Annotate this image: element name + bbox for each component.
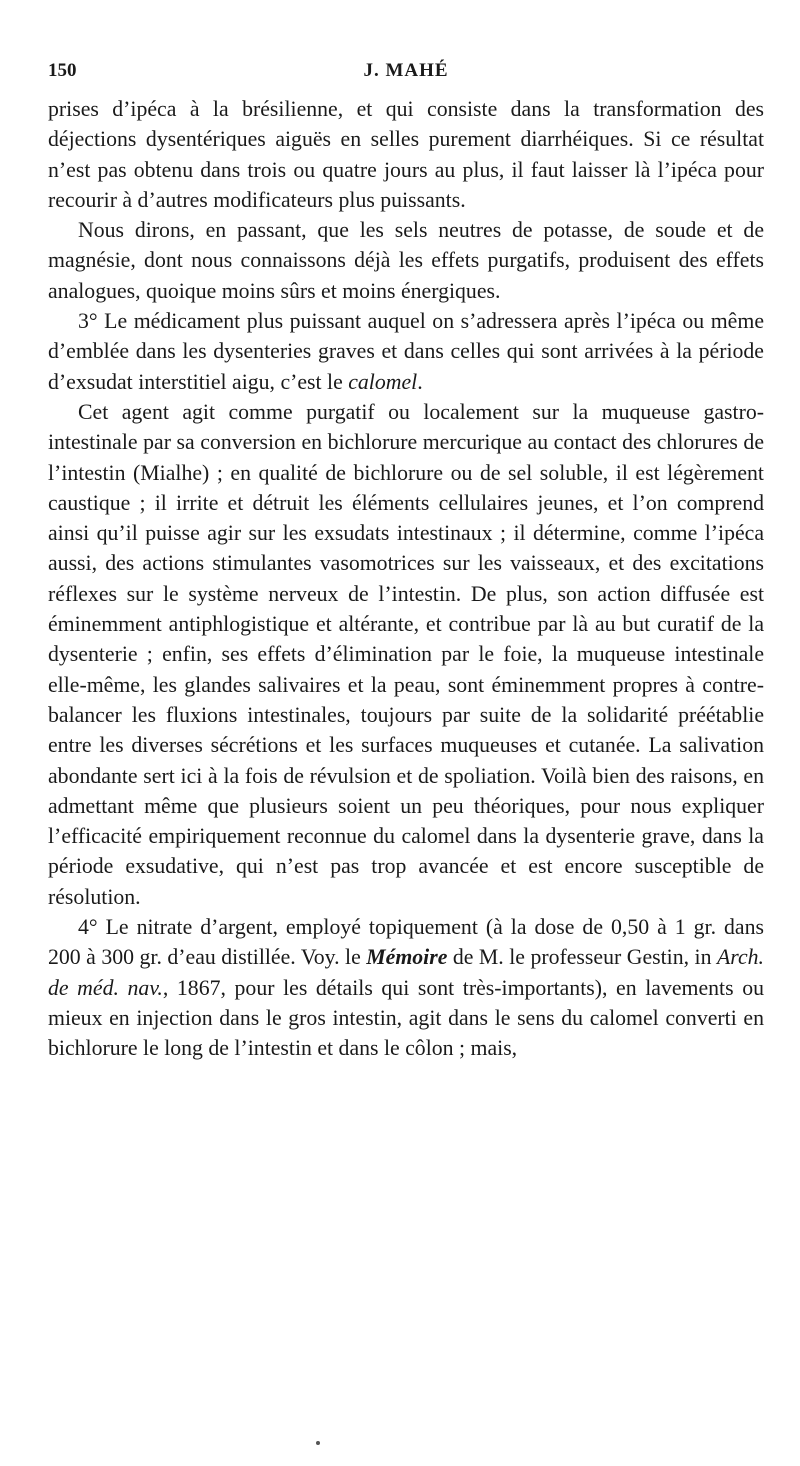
paragraph xyxy=(48,94,764,215)
emphasis-text: Mémoire xyxy=(366,945,448,970)
paragraph-text: 4° Le nitrate d’argent, employé topiquement (à la dose de 0,50 à 1 gr. dans 200 à 300 gr. d’eau distillée. Voy. le xyxy=(48,915,764,970)
paragraph xyxy=(48,215,764,306)
paragraph xyxy=(48,397,764,912)
paragraph-text: Cet agent agit comme purgatif ou localement sur la muqueuse gastro-intestinale par sa conversion en bichlorure mercurique au contact des chlorures de l’intestin (Mialhe) ; en qualité de bichlorure ou de sel soluble, il est légèrement caustique ; il irrite et détruit les éléments cellulaires jeunes, et l’on comprend ainsi qu’il puisse agir sur les exsudats intestinaux ; il détermine, comme l’ipéca aussi, des actions stimulantes vasomotrices sur les vaisseaux, et des excitations réflexes sur le système nerveux de l’intestin. De plus, son action diffusée est éminemment antiphlogistique et altérante, et contribue par là au but curatif de la dysenterie ; enfin, ses effets d’élimination par le foie, la muqueuse intestinale elle-même, les glandes salivaires et la peau, sont éminemment propres à contre-balancer les fluxions intestinales, toujours par suite de la solidarité préétablie entre les diverses sécrétions et les surfaces muqueuses et cutanée. La salivation abondante sert ici à la fois de révulsion et de spoliation. Voilà bien des raisons, en admettant même que plusieurs soient un peu théoriques, pour nous expliquer l’efficacité empiriquement reconnue du calomel dans la dysenterie grave, dans la période exsudative, qui n’est pas trop avancée et est encore susceptible de résolution. xyxy=(48,399,764,909)
emphasis-text: calomel xyxy=(348,369,418,394)
page-header xyxy=(48,60,764,94)
emphasis-text: Arch. de méd. nav. xyxy=(48,945,764,1000)
paragraph-text: , 1867, pour les détails qui sont très-importants), en lavements ou mieux en injection dans le gros intestin, agit dans le sens du calomel converti en bichlorure le long de l’intestin et dans le côlon ; mais, xyxy=(48,975,764,1061)
paragraph xyxy=(48,306,764,397)
paragraph-text: . xyxy=(417,369,423,394)
paragraph-text: Nous dirons, en passant, que les sels neutres de potasse, de soude et de magnésie, dont nous connaissons déjà les effets purgatifs, produisent des effets analogues, quoique moins sûrs et moins énergiques. xyxy=(48,218,764,303)
page-number: 150 xyxy=(48,60,77,81)
paragraph-text: de M. le professeur Gestin, in xyxy=(447,945,717,970)
body-text xyxy=(48,94,764,1064)
paragraph-text: prises d’ipéca à la brésilienne, et qui consiste dans la transformation des déjections dysentériques aiguës en selles purement diarrhéiques. Si ce résultat n’est pas obtenu dans trois ou quatre jours au plus, il faut laisser là l’ipéca pour recourir à d’autres modificateurs plus puissants. xyxy=(48,97,764,212)
paragraph xyxy=(48,912,764,1063)
running-head: J. MAHÉ xyxy=(363,60,449,81)
paragraph-text: 3° Le médicament plus puissant auquel on s’adressera après l’ipéca ou même d’emblée dans les dysenteries graves et dans celles qui sont arrivées à la période d’exsudat interstitiel aigu, c’est le xyxy=(48,309,764,394)
stray-dot-mark xyxy=(316,1441,320,1445)
